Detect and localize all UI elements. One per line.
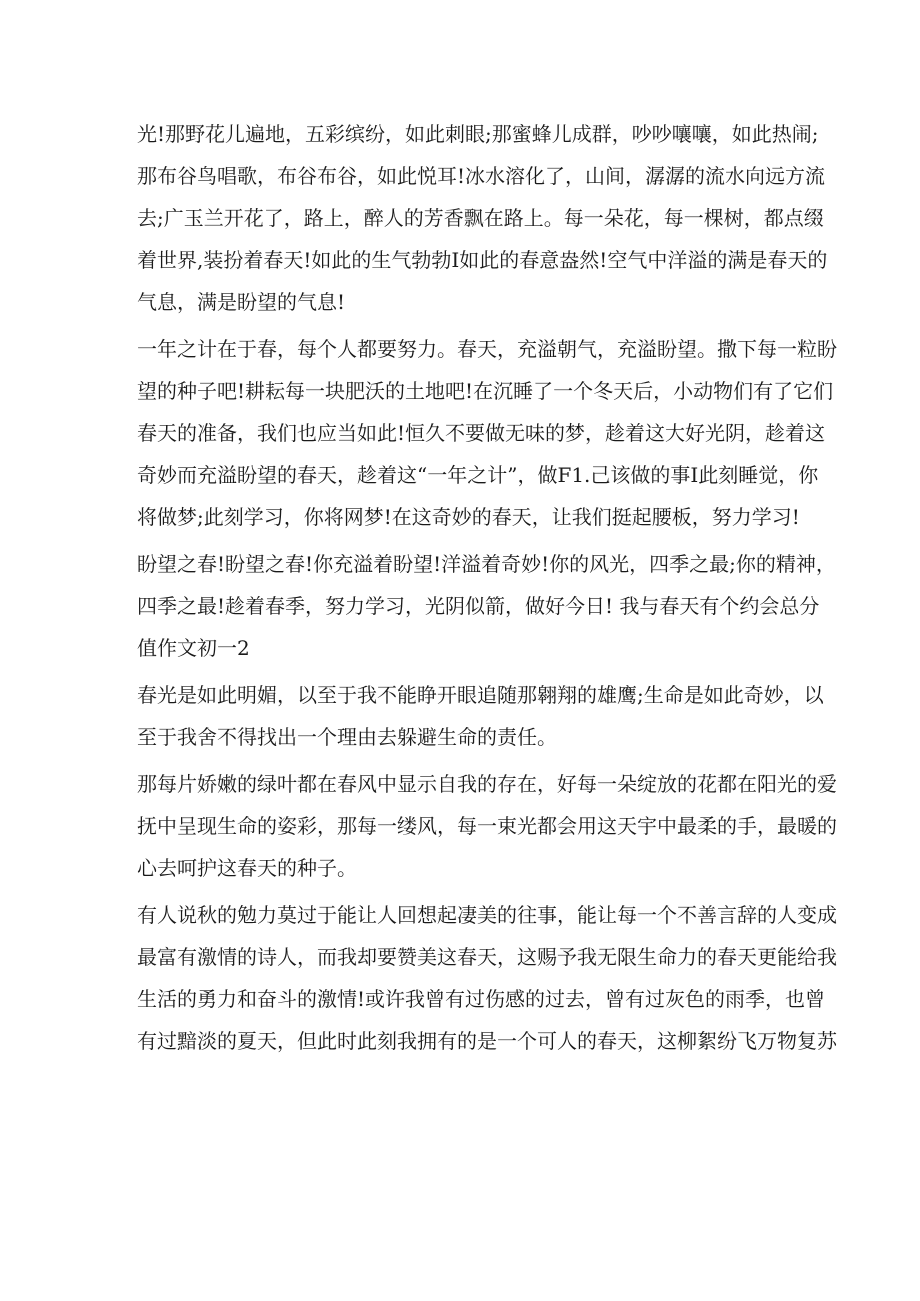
paragraph-4 [137, 674, 824, 758]
paragraph-6 [137, 894, 837, 1062]
text-line: 着世界,装扮着春天!如此的生气勃勃I如此的春意盎然!空气中洋溢的满是春天的 [137, 248, 828, 272]
text-line: 去;广玉兰开花了，路上，醉人的芳香飘在路上。每一朵花，每一棵树，都点缀 [137, 206, 824, 230]
text-line: 有过黯淡的夏天，但此时此刻我拥有的是一个可人的春天，这柳絮纷飞万物复苏 [137, 1029, 837, 1053]
text-line: 至于我舍不得找出一个理由去躲避生命的责任。 [137, 725, 557, 749]
paragraph-2 [137, 328, 837, 538]
text-line: 一年之计在于春，每个人都要努力。春天，充溢朝气，充溢盼望。撒下每一粒盼 [137, 337, 837, 361]
text-line: 春天的准备，我们也应当如此!恒久不要做无味的梦，趁着这大好光阴，趁着这 [137, 421, 826, 445]
text-line: 盼望之春!盼望之春!你充溢着盼望!洋溢着奇妙!你的风光，四季之最;你的精神， [137, 552, 836, 576]
text-line: 那每片娇嫩的绿叶都在春风中显示自我的存在，好每一朵绽放的花都在阳光的爱 [137, 772, 837, 796]
text-line: 有人说秋的勉力莫过于能让人回想起凄美的往事，能让每一个不善言辞的人变成 [137, 903, 837, 927]
text-line: 抚中呈现生命的姿彩，那每一缕风，每一束光都会用这天宇中最柔的手，最暖的 [137, 814, 837, 838]
text-line: 四季之最!趁着春季，努力学习，光阴似箭，做好今日! 我与春天有个约会总分 [137, 594, 820, 618]
article-body [137, 113, 837, 1067]
text-line: 那布谷鸟唱歌，布谷布谷，如此悦耳!冰水溶化了，山间，潺潺的流水向远方流 [137, 164, 826, 188]
text-line: 将做梦;此刻学习，你将网梦!在这奇妙的春天，让我们挺起腰板，努力学习! [137, 505, 800, 529]
text-line: 春光是如此明媚，以至于我不能睁开眼追随那翱翔的雄鹰;生命是如此奇妙，以 [137, 683, 824, 707]
text-line: 光!那野花儿遍地，五彩缤纷，如此刺眼;那蜜蜂儿成群，吵吵嚷嚷，如此热闹; [137, 122, 819, 146]
text-line: 奇妙而充溢盼望的春天，趁着这“一年之计”，做F1.己该做的事I此刻睡觉，你 [137, 463, 819, 487]
text-line: 气息，满是盼望的气息! [137, 290, 346, 314]
text-line: 最富有激情的诗人，而我却要赞美这春天，这赐予我无限生命力的春天更能给我 [137, 945, 837, 969]
text-line: 望的种子吧!耕耘每一块肥沃的土地吧!在沉睡了一个冬天后，小动物们有了它们 [137, 379, 834, 403]
text-line: 心去呵护这春天的种子。 [137, 856, 357, 880]
paragraph-1 [137, 113, 828, 323]
paragraph-5 [137, 763, 837, 889]
paragraph-3 [137, 543, 836, 669]
text-line: 生活的勇力和奋斗的激情!或许我曾有过伤感的过去，曾有过灰色的雨季，也曾 [137, 987, 826, 1011]
text-line: 值作文初一2 [137, 636, 250, 660]
